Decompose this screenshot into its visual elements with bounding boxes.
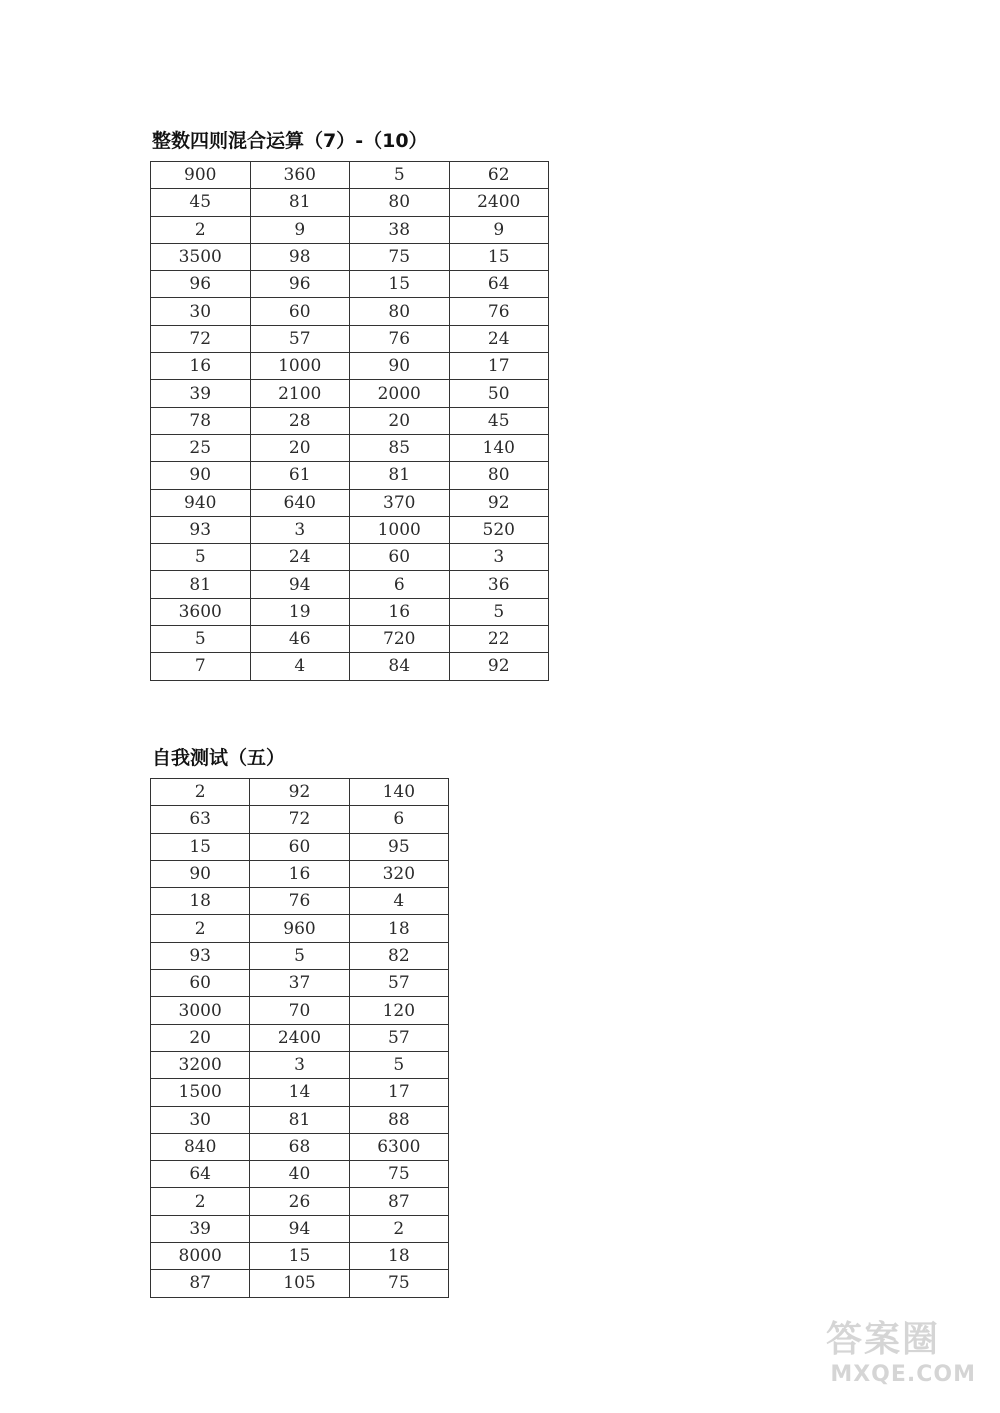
table-row <box>151 1079 449 1106</box>
table-cell: 940 <box>151 489 251 516</box>
table-cell: 5 <box>151 626 251 653</box>
table-cell: 38 <box>350 216 450 243</box>
table-cell: 22 <box>449 626 549 653</box>
table-cell: 9 <box>250 216 350 243</box>
table-cell: 6 <box>350 571 450 598</box>
table-cell: 520 <box>449 516 549 543</box>
table-cell: 57 <box>250 325 350 352</box>
table-cell: 78 <box>151 407 251 434</box>
table-row <box>151 1243 449 1270</box>
table-cell: 39 <box>151 380 251 407</box>
table-cell: 15 <box>151 833 250 860</box>
table-cell: 4 <box>349 888 448 915</box>
table-row <box>151 860 449 887</box>
table-cell: 37 <box>250 970 349 997</box>
table-row <box>151 544 549 571</box>
table-cell: 30 <box>151 298 251 325</box>
table-cell: 2 <box>349 1215 448 1242</box>
table-cell: 8000 <box>151 1243 250 1270</box>
section-title: 自我测试（五） <box>152 747 286 769</box>
table-cell: 16 <box>350 598 450 625</box>
table-cell: 60 <box>250 833 349 860</box>
table-cell: 60 <box>151 970 250 997</box>
table-cell: 96 <box>250 271 350 298</box>
table-cell: 30 <box>151 1106 250 1133</box>
table-cell: 1500 <box>151 1079 250 1106</box>
table-cell: 3600 <box>151 598 251 625</box>
table-cell: 140 <box>349 779 448 806</box>
table-row <box>151 189 549 216</box>
table-cell: 25 <box>151 434 251 461</box>
watermark-logo <box>826 1318 976 1398</box>
table-cell: 3 <box>250 516 350 543</box>
table-cell: 15 <box>350 271 450 298</box>
watermark-url: MXQE.COM <box>830 1362 976 1387</box>
table-cell: 72 <box>250 806 349 833</box>
table-cell: 9 <box>449 216 549 243</box>
table-cell: 45 <box>151 189 251 216</box>
table-row <box>151 489 549 516</box>
table-cell: 2 <box>151 779 250 806</box>
section-title: 整数四则混合运算（7）-（10） <box>152 130 428 152</box>
table-cell: 2100 <box>250 380 350 407</box>
table-cell: 95 <box>349 833 448 860</box>
table-row <box>151 970 449 997</box>
table-cell: 6 <box>349 806 448 833</box>
table-cell: 60 <box>350 544 450 571</box>
table-cell: 57 <box>349 970 448 997</box>
table-cell: 16 <box>151 353 251 380</box>
table-cell: 80 <box>350 189 450 216</box>
table-cell: 87 <box>151 1270 250 1297</box>
table-cell: 18 <box>349 915 448 942</box>
table-cell: 18 <box>349 1243 448 1270</box>
table-cell: 64 <box>449 271 549 298</box>
table-cell: 17 <box>349 1079 448 1106</box>
table-cell: 1000 <box>350 516 450 543</box>
table-cell: 2400 <box>449 189 549 216</box>
table-row <box>151 162 549 189</box>
table-cell: 26 <box>250 1188 349 1215</box>
table-cell: 20 <box>250 434 350 461</box>
table-cell: 50 <box>449 380 549 407</box>
watermark-chars: 答案圈 <box>826 1319 941 1360</box>
table-cell: 720 <box>350 626 450 653</box>
table-cell: 20 <box>151 1024 250 1051</box>
table-cell: 87 <box>349 1188 448 1215</box>
table-cell: 15 <box>449 243 549 270</box>
table-cell: 60 <box>250 298 350 325</box>
table-row <box>151 271 549 298</box>
table-cell: 370 <box>350 489 450 516</box>
table-cell: 360 <box>250 162 350 189</box>
table-row <box>151 1051 449 1078</box>
table-cell: 120 <box>349 997 448 1024</box>
table-cell: 76 <box>250 888 349 915</box>
table-cell: 5 <box>250 942 349 969</box>
table-cell: 320 <box>349 860 448 887</box>
table-row <box>151 434 549 461</box>
table-row <box>151 1188 449 1215</box>
table-cell: 90 <box>151 860 250 887</box>
table-cell: 640 <box>250 489 350 516</box>
table-cell: 70 <box>250 997 349 1024</box>
table-cell: 81 <box>250 189 350 216</box>
table-cell: 92 <box>449 653 549 680</box>
table-cell: 105 <box>250 1270 349 1297</box>
table-row <box>151 407 549 434</box>
table-cell: 3 <box>449 544 549 571</box>
table-row <box>151 598 549 625</box>
table-cell: 18 <box>151 888 250 915</box>
table-cell: 39 <box>151 1215 250 1242</box>
table-cell: 1000 <box>250 353 350 380</box>
table-cell: 81 <box>250 1106 349 1133</box>
table-row <box>151 806 449 833</box>
table-row <box>151 626 549 653</box>
table-cell: 7 <box>151 653 251 680</box>
table-cell: 93 <box>151 516 251 543</box>
table-cell: 840 <box>151 1133 250 1160</box>
table-cell: 15 <box>250 1243 349 1270</box>
table-cell: 76 <box>350 325 450 352</box>
table-cell: 98 <box>250 243 350 270</box>
table-cell: 85 <box>350 434 450 461</box>
table-cell: 17 <box>449 353 549 380</box>
answer-table <box>150 161 549 681</box>
table-cell: 81 <box>151 571 251 598</box>
table-cell: 2000 <box>350 380 450 407</box>
table-cell: 5 <box>350 162 450 189</box>
table-row <box>151 942 449 969</box>
table-row <box>151 833 449 860</box>
table-cell: 96 <box>151 271 251 298</box>
table-row <box>151 325 549 352</box>
table-row <box>151 915 449 942</box>
table-row <box>151 462 549 489</box>
table-cell: 75 <box>349 1161 448 1188</box>
table-cell: 80 <box>449 462 549 489</box>
table-row <box>151 779 449 806</box>
table-row <box>151 298 549 325</box>
table-cell: 90 <box>151 462 251 489</box>
table-row <box>151 1161 449 1188</box>
table-cell: 40 <box>250 1161 349 1188</box>
table-row <box>151 888 449 915</box>
table-cell: 64 <box>151 1161 250 1188</box>
table-cell: 2 <box>151 915 250 942</box>
table-cell: 24 <box>449 325 549 352</box>
table-row <box>151 653 549 680</box>
table-row <box>151 353 549 380</box>
table-cell: 76 <box>449 298 549 325</box>
table-cell: 6300 <box>349 1133 448 1160</box>
table-cell: 5 <box>349 1051 448 1078</box>
table-cell: 75 <box>350 243 450 270</box>
table-cell: 90 <box>350 353 450 380</box>
table-cell: 2400 <box>250 1024 349 1051</box>
table-row <box>151 1270 449 1297</box>
table-cell: 28 <box>250 407 350 434</box>
table-row <box>151 1133 449 1160</box>
table-cell: 5 <box>449 598 549 625</box>
table-row <box>151 1106 449 1133</box>
table-cell: 46 <box>250 626 350 653</box>
answer-table <box>150 778 449 1298</box>
table-cell: 94 <box>250 571 350 598</box>
table-cell: 140 <box>449 434 549 461</box>
table-cell: 3500 <box>151 243 251 270</box>
table-cell: 16 <box>250 860 349 887</box>
table-row <box>151 571 549 598</box>
table-cell: 57 <box>349 1024 448 1051</box>
table-cell: 68 <box>250 1133 349 1160</box>
table-cell: 72 <box>151 325 251 352</box>
table-cell: 80 <box>350 298 450 325</box>
table-row <box>151 1024 449 1051</box>
table-cell: 88 <box>349 1106 448 1133</box>
table-cell: 19 <box>250 598 350 625</box>
table-cell: 14 <box>250 1079 349 1106</box>
table-cell: 2 <box>151 1188 250 1215</box>
table-cell: 2 <box>151 216 251 243</box>
table-cell: 63 <box>151 806 250 833</box>
table-row <box>151 516 549 543</box>
table-row <box>151 997 449 1024</box>
table-row <box>151 380 549 407</box>
table-cell: 92 <box>449 489 549 516</box>
table-cell: 75 <box>349 1270 448 1297</box>
table-cell: 20 <box>350 407 450 434</box>
table-cell: 24 <box>250 544 350 571</box>
table-cell: 45 <box>449 407 549 434</box>
table-cell: 36 <box>449 571 549 598</box>
table-row <box>151 1215 449 1242</box>
table-cell: 900 <box>151 162 251 189</box>
table-cell: 3 <box>250 1051 349 1078</box>
table-cell: 960 <box>250 915 349 942</box>
table-cell: 82 <box>349 942 448 969</box>
table-cell: 62 <box>449 162 549 189</box>
table-cell: 5 <box>151 544 251 571</box>
table-cell: 92 <box>250 779 349 806</box>
table-row <box>151 216 549 243</box>
table-cell: 94 <box>250 1215 349 1242</box>
table-cell: 81 <box>350 462 450 489</box>
table-cell: 3000 <box>151 997 250 1024</box>
table-cell: 4 <box>250 653 350 680</box>
table-row <box>151 243 549 270</box>
table-cell: 61 <box>250 462 350 489</box>
table-cell: 3200 <box>151 1051 250 1078</box>
table-cell: 93 <box>151 942 250 969</box>
table-cell: 84 <box>350 653 450 680</box>
